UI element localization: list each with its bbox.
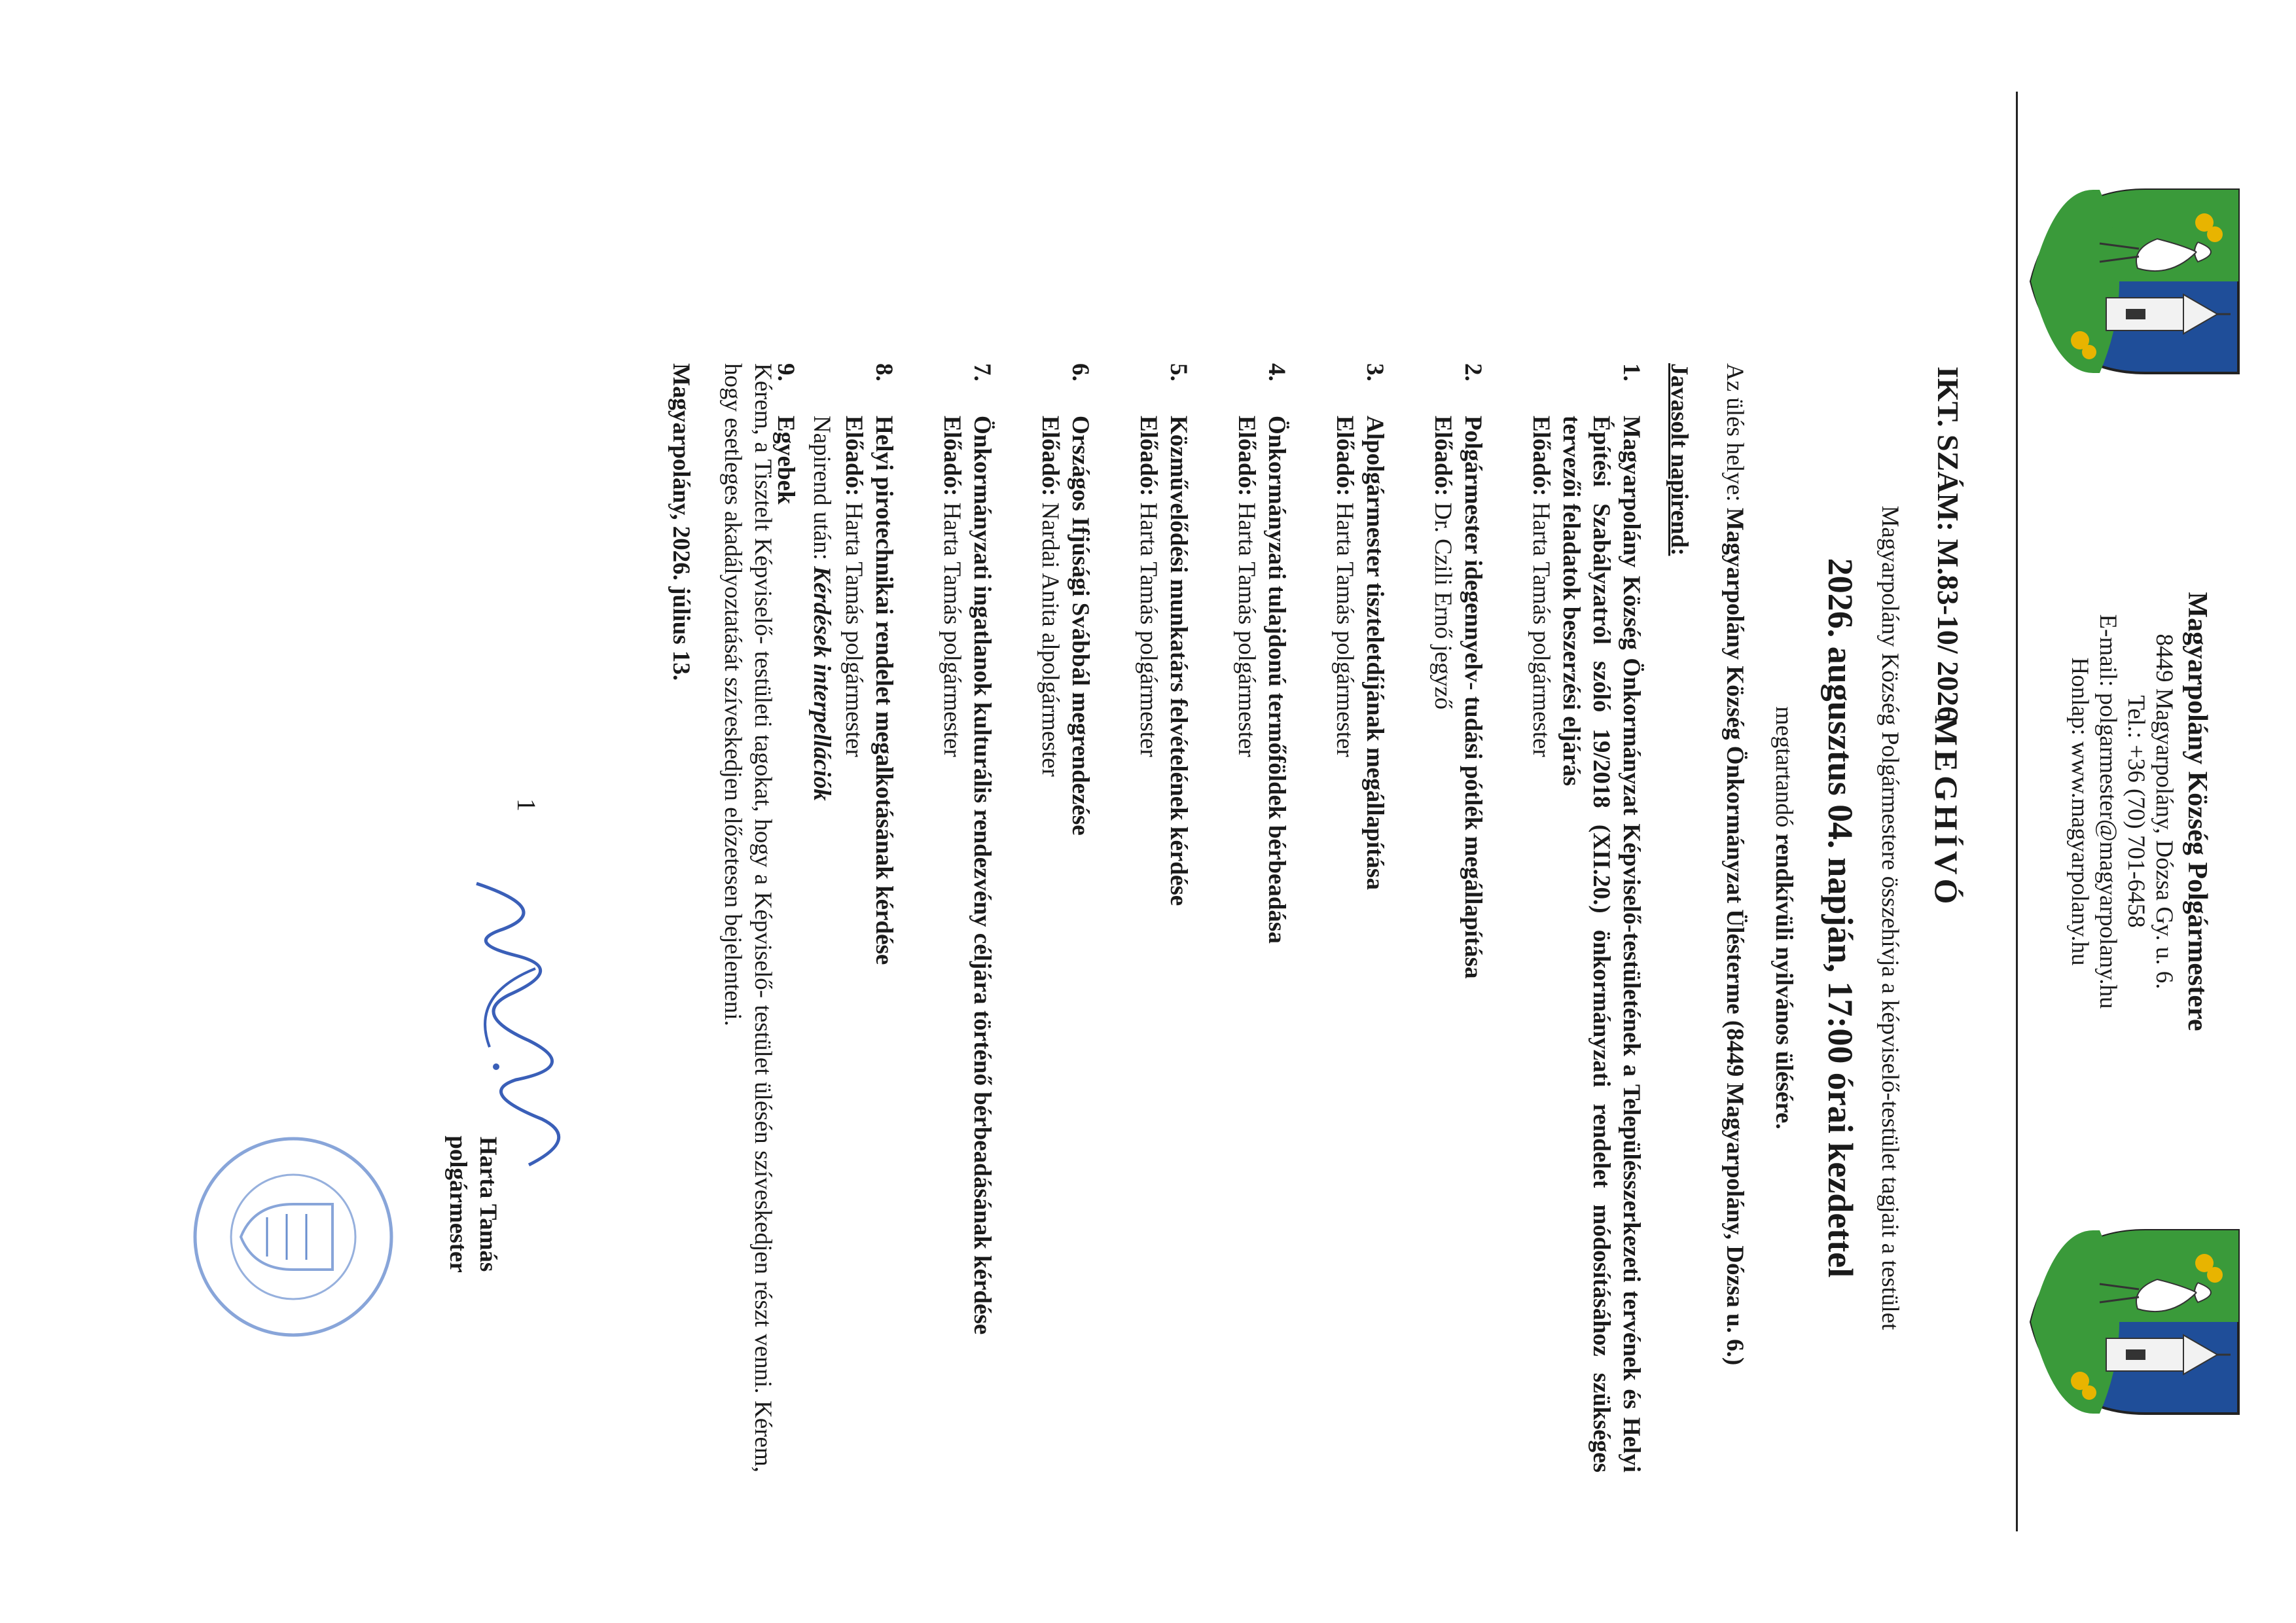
after-agenda-label: Napirend után: <box>808 416 835 560</box>
presenter-name: Harta Tamás polgármester <box>939 502 965 757</box>
signer-role: polgármester <box>444 1135 471 1273</box>
agenda-item-presenter <box>1035 416 1065 1472</box>
agenda-item-title: Alpolgármester tiszteletdíjának megállapítása <box>1361 416 1388 890</box>
agenda-item-title: Önkormányzati tulajdonú termőföldek bérbeadása <box>1263 416 1290 944</box>
agenda-item-title: Országos Ifjúsági Svábbál megrendezése <box>1067 416 1094 836</box>
official-seal <box>182 1126 404 1348</box>
meeting-datetime: 2026. augusztus 04. napján, 17:00 órai kezdettel <box>1821 558 1860 1278</box>
letterhead-divider <box>2016 92 2018 1531</box>
agenda-item-number: 1. <box>1618 363 1645 382</box>
agenda-item <box>1035 363 1095 1472</box>
agenda-list <box>732 363 1646 1472</box>
meeting-type-bold: rendkívüli nyilvános ülésére. <box>1770 833 1797 1130</box>
signer-name: Harta Tamás <box>475 1136 501 1272</box>
agenda-item <box>1526 363 1646 1472</box>
agenda-item-presenter <box>937 416 967 1472</box>
page-number: 1 <box>512 798 541 812</box>
presenter-label: Előadó: <box>1233 416 1260 497</box>
agenda-item-number: 8. <box>870 363 897 382</box>
presenter-name: Nardai Anita alpolgármester <box>1037 502 1064 777</box>
agenda-item-number: 5. <box>1165 363 1192 382</box>
place-and-date: Magyarpolány, 2026. július 13. <box>668 363 694 681</box>
document-title: MEGHÍVÓ <box>1928 715 1965 908</box>
agenda-item-title: Önkormányzati ingatlanok kulturális rendezvény céljára történő bérbeadásának kérdése <box>969 416 996 1335</box>
agenda-item-title: Helyi pirotechnikai rendelet megalkotásának kérdése <box>870 416 897 965</box>
letterhead-address: 8449 Magyarpolány, Dózsa Gy. u. 6. <box>2151 633 2178 990</box>
agenda-item-presenter <box>1329 416 1359 1472</box>
presenter-name: Harta Tamás polgármester <box>1331 502 1358 757</box>
presenter-name: Harta Tamás polgármester <box>1233 502 1260 757</box>
agenda-item-title: Közművelődési munkatárs felvételének kérdése <box>1165 416 1192 906</box>
agenda-item-presenter <box>1526 416 1556 1472</box>
agenda-item-title: Egyebek <box>772 416 799 505</box>
presenter-name: Harta Tamás polgármester <box>1528 502 1554 757</box>
presenter-label: Előadó: <box>1331 416 1358 497</box>
agenda-item-number: 7. <box>969 363 996 382</box>
letterhead-name: Magyarpolány Község Polgármestere <box>2182 592 2212 1031</box>
agenda-item <box>1427 363 1488 1472</box>
agenda-item-presenter <box>1231 416 1261 1472</box>
venue-label: Az ülés helye: <box>1721 363 1748 502</box>
closing-paragraph: Kérem, a Tisztelt Képviselő- testületi tagokat, hogy a Képviselő- testület ülésén szíveskedjen részt venni. Kérem, hogy esetleges akadályoztatását szíveskedjen előzetesen bejelenteni. <box>719 363 776 1472</box>
agenda-item <box>937 363 997 1472</box>
agenda-item-number: 6. <box>1067 363 1094 382</box>
venue-line <box>1719 363 1749 1472</box>
letterhead-phone: Tel.: +36 (70) 701-6458 <box>2123 695 2149 928</box>
after-agenda <box>806 416 836 1472</box>
convene-text: Magyarpolány Község Polgármestere összehívja a képviselő-testület tagjait a testület <box>1876 505 1903 1330</box>
meeting-type-prefix: megtartandó <box>1770 706 1797 828</box>
agenda-item <box>1231 363 1291 1472</box>
agenda-item-number: 9. <box>772 363 799 382</box>
presenter-label: Előadó: <box>840 416 867 497</box>
agenda-item-title: Polgármester idegennyelv- tudási pótlék megállapítása <box>1460 416 1486 979</box>
agenda-item-number: 4. <box>1263 363 1290 382</box>
agenda-item-number: 2. <box>1460 363 1486 382</box>
after-agenda-item: Kérdések interpellációk <box>808 566 835 801</box>
presenter-label: Előadó: <box>1135 416 1162 497</box>
signature-block <box>442 1034 503 1374</box>
presenter-name: Dr. Czili Ernő jegyző <box>1429 502 1456 710</box>
presenter-label: Előadó: <box>1037 416 1064 497</box>
letterhead-email: E-mail: polgarmester@magyarpolany.hu <box>2094 614 2121 1009</box>
agenda-item <box>1133 363 1193 1472</box>
presenter-name: Harta Tamás polgármester <box>1135 502 1162 757</box>
presenter-name: Harta Tamás polgármester <box>840 502 867 757</box>
agenda-item <box>838 363 899 1472</box>
meeting-type <box>1768 363 1799 1472</box>
agenda-item-number: 3. <box>1361 363 1388 382</box>
agenda-item-title: Magyarpolány Község Önkormányzat Képviselő-testületének a Településszerkezeti tervének és Helyi Építési Szabályzatról szóló 19/2018 (XII.20.) önkormányzati rendelet módosításához szükséges tervezői feladatok beszerzési eljárás <box>1558 416 1645 1472</box>
agenda-item-presenter <box>1427 416 1458 1472</box>
letterhead-website: Honlap: www.magyarpolany.hu <box>2066 657 2093 966</box>
presenter-label: Előadó: <box>1528 416 1554 497</box>
presenter-label: Előadó: <box>939 416 965 497</box>
reference-number: IKT. SZÁM: M.83-10/ 2026 <box>1931 366 1965 722</box>
agenda-item-presenter <box>1133 416 1163 1472</box>
agenda-item-presenter <box>838 416 869 1472</box>
presenter-label: Előadó: <box>1429 416 1456 497</box>
agenda-heading: Javasolt napirend: <box>1666 363 1693 556</box>
agenda-item <box>1329 363 1390 1472</box>
venue-text: Magyarpolány Község Önkormányzat Ülésterme (8449 Magyarpolány, Dózsa u. 6.) <box>1721 507 1748 1366</box>
